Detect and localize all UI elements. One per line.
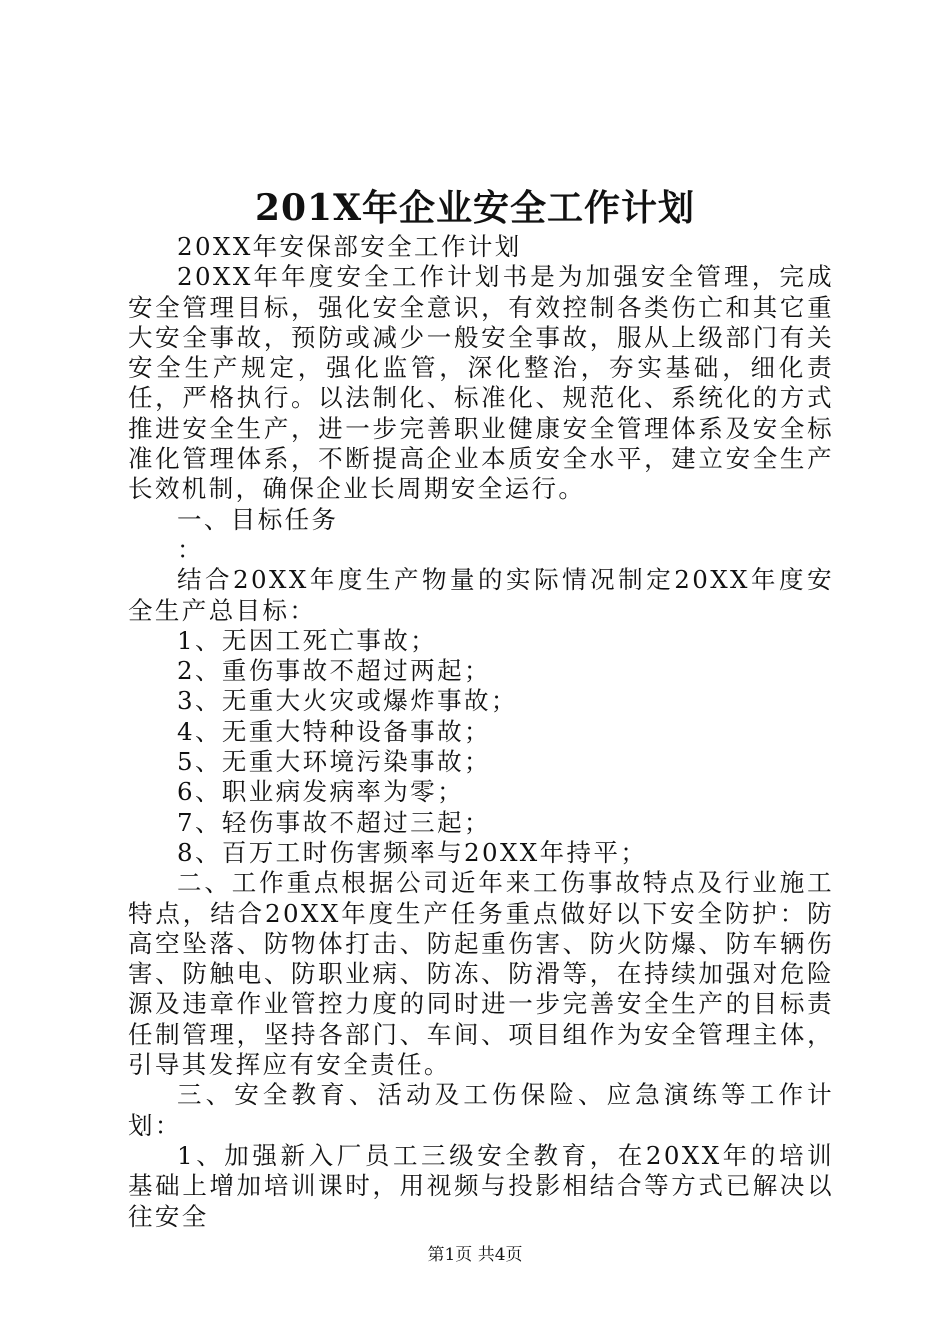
section-work-focus: 二、工作重点根据公司近年来工伤事故特点及行业施工特点，结合20XX年度生产任务重点做好以下安全防护：防高空坠落、防物体打击、防起重伤害、防火防爆、防车辆伤害、防触电、防职业病、防冻、防滑等，在持续加强对危险源及违章作业管控力度的同时进一步完善安全生产的目标责任制管理，坚持各部门、车间、项目组作为安全管理主体，引导其发挥应有安全责任。 — [128, 868, 834, 1080]
document-title: 201X年企业安全工作计划 — [254, 187, 696, 229]
section-heading-goals: 一、目标任务 — [177, 504, 339, 534]
goal-item: 7、轻伤事故不超过三起； — [177, 807, 491, 837]
paragraph-colon: ： — [177, 534, 204, 564]
goal-item: 2、重伤事故不超过两起； — [177, 656, 491, 686]
document-body — [128, 232, 834, 1232]
page-footer: 第1页 共4页 — [427, 1245, 523, 1265]
goal-item: 4、无重大特种设备事故； — [177, 716, 491, 746]
paragraph-subtitle: 20XX年安保部安全工作计划 — [177, 232, 522, 261]
section-heading-education: 三、安全教育、活动及工伤保险、应急演练等工作计划： — [128, 1080, 834, 1140]
goal-item: 1、无因工死亡事故； — [177, 625, 438, 655]
goal-item: 3、无重大火灾或爆炸事故； — [177, 686, 518, 716]
paragraph-intro: 20XX年年度安全工作计划书是为加强安全管理，完成安全管理目标，强化安全意识，有效控制各类伤亡和其它重大安全事故，预防或减少一般安全事故，服从上级部门有关安全生产规定，强化监管，深化整治，夯实基础，细化责任，严格执行。以法制化、标准化、规范化、系统化的方式推进安全生产，进一步完善职业健康安全管理体系及安全标准化管理体系，不断提高企业本质安全水平，建立安全生产长效机制，确保企业长周期安全运行。 — [128, 262, 834, 504]
paragraph-education-item: 1、加强新入厂员工三级安全教育，在20XX年的培训基础上增加培训课时，用视频与投影相结合等方式已解决以往安全 — [128, 1140, 834, 1231]
goal-item: 6、职业病发病率为零； — [177, 777, 464, 807]
goal-item: 8、百万工时伤害频率与20XX年持平； — [177, 837, 648, 867]
paragraph-goals-intro: 结合20XX年度生产物量的实际情况制定20XX年度安全生产总目标： — [128, 565, 834, 625]
goal-item: 5、无重大环境污染事故； — [177, 747, 491, 777]
